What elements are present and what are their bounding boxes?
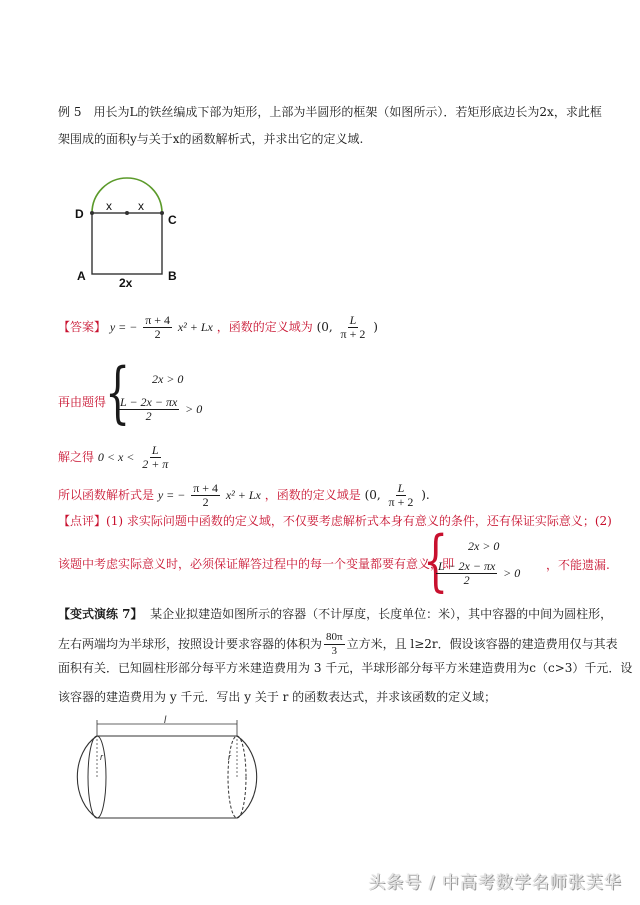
- comment-tail: ，不能遗漏.: [546, 558, 610, 572]
- label-C: C: [168, 213, 177, 227]
- container-outline: [77, 736, 256, 818]
- label-2x: 2x: [119, 276, 133, 290]
- variant-line4: 该容器的建造费用为 y 千元．写出 y 关于 r 的函数表达式，并求该函数的定义域；: [58, 690, 497, 704]
- label-r-right: r: [228, 752, 231, 762]
- frame-figure: [72, 172, 192, 294]
- final-line: 所以函数解析式是 y = − $\frac{\pi + 4}{2}$ x² + Lx ，函数的定义域是 (0, $\frac{L}{\pi + 2}$ ).: [58, 481, 430, 509]
- variant-line1: 【变式演练 7】 某企业拟建造如图所示的容器（不计厚度，长度单位：米），其中容器的中间为圆柱形，: [58, 607, 613, 621]
- label-D: D: [75, 207, 84, 221]
- label-x-right: x: [138, 199, 144, 213]
- example5-line1: 例 5 用长为L的铁丝编成下部为矩形，上部为半圆形的框架（如图所示）．若矩形底边长为2x，求此框: [58, 105, 602, 119]
- variant-line3: 面积有关．已知圆柱形部分每平方米建造费用为 3 千元，半球形部分每平方米建造费用为c（c>3）千元．设: [58, 661, 633, 675]
- example5-line2: 架围成的面积y与关于x的函数解析式，并求出它的定义域.: [58, 132, 364, 146]
- comment-cond1: 2x > 0: [468, 539, 500, 553]
- answer-fraction: $\frac{\pi + 4}{2}$: [145, 313, 171, 341]
- answer-tag: 【答案】: [58, 320, 107, 334]
- comment-brace: {: [423, 522, 449, 599]
- label-A: A: [77, 269, 86, 283]
- watermark: 头条号 / 中高考数学名师张芙华: [368, 873, 622, 893]
- solution-cond1: 2x > 0: [152, 372, 184, 386]
- comment-cond2: $\frac{L - 2x - \pi x}{2}$ > 0: [438, 559, 521, 587]
- solution-intro: 再由题得: [58, 395, 107, 409]
- semicircle-arc: [92, 178, 162, 213]
- answer-domain-fraction: $\frac{L}{\pi + 2}$: [340, 313, 366, 341]
- solve-line: 解之得 0 < x < $\frac{L}{2 + \pi}$: [58, 443, 169, 471]
- comment-line2: 该题中考虑实际意义时，必须保证解答过程中的每一个变量都要有意义，即: [58, 557, 455, 571]
- solution-brace: {: [105, 354, 131, 431]
- answer-line: 【答案】 y = − $\frac{\pi + 4}{2}$ x² + Lx ，函数的定义域为 (0, $\frac{L}{\pi + 2}$ ): [58, 313, 378, 341]
- container-figure: [60, 714, 275, 826]
- label-B: B: [168, 269, 177, 283]
- label-r-left: r: [100, 752, 103, 762]
- rectangle-frame: [92, 213, 162, 274]
- variant-line2: 左右两端均为半球形，按照设计要求容器的体积为 $\frac{80\pi}{3}$ 立方米，且 l≥2r．假设该容器的建造费用仅与其表: [58, 631, 618, 657]
- label-x-left: x: [106, 199, 112, 213]
- label-l: l: [164, 715, 167, 726]
- comment-line1: 【点评】(1) 求实际问题中函数的定义域，不仅要考虑解析式本身有意义的条件，还有保证实际意义；(2): [58, 514, 612, 528]
- solution-cond2: $\frac{L - 2x - \pi x}{2}$ > 0: [120, 395, 203, 423]
